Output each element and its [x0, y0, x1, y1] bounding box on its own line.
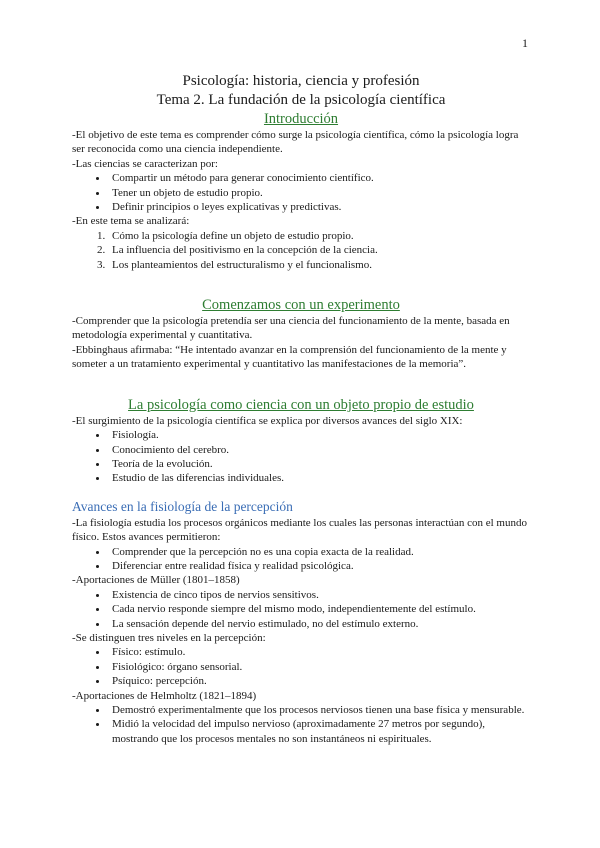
list-item: • Diferenciar entre realidad física y realidad psicológica. [108, 559, 530, 573]
list-item: • Tener un objeto de estudio propio. [108, 186, 530, 200]
paragraph: -En este tema se analizará: [72, 215, 190, 228]
list-item: • Compartir un método para generar conocimiento científico. [108, 171, 530, 185]
list-item: • Conocimiento del cerebro. [108, 443, 530, 457]
bullet-list [72, 428, 530, 486]
bullet-list [72, 545, 530, 574]
document-title: Psicología: historia, ciencia y profesión [182, 73, 420, 89]
list-item: • Psíquico: percepción. [108, 674, 530, 688]
document-body [72, 72, 530, 746]
paragraph: -Aportaciones de Helmholtz (1821–1894) [72, 689, 257, 702]
paragraph: -Comprender que la psicología pretendía ser una ciencia del funcionamiento de la mente, basada en metodología experimental y cuantitativa. [72, 315, 510, 342]
paragraph: -Las ciencias se caracterizan por: [72, 157, 218, 170]
list-item: 1. Cómo la psicología define un objeto de estudio propio. [108, 229, 530, 243]
list-item: • Existencia de cinco tipos de nervios sensitivos. [108, 588, 530, 602]
list-item: • Físico: estímulo. [108, 645, 530, 659]
section-heading-science: La psicología como ciencia con un objeto propio de estudio [128, 396, 474, 413]
list-item: • Comprender que la percepción no es una copia exacta de la realidad. [108, 545, 530, 559]
paragraph: -Se distinguen tres niveles en la percepción: [72, 631, 266, 644]
document-subtitle: Tema 2. La fundación de la psicología científica [156, 92, 446, 108]
paragraph: -El surgimiento de la psicología científica se explica por diversos avances del siglo XIX: [72, 414, 463, 427]
list-item: • La sensación depende del nervio estimulado, no del estímulo externo. [108, 617, 530, 631]
section-heading-experiment: Comenzamos con un experimento [202, 297, 400, 314]
list-item: • Definir principios o leyes explicativas y predictivas. [108, 200, 530, 214]
list-item: • Estudio de las diferencias individuales. [108, 471, 530, 485]
page-number: 1 [522, 36, 528, 50]
list-item: 3. Los planteamientos del estructuralismo y el funcionalismo. [108, 258, 530, 272]
list-item: • Midió la velocidad del impulso nervioso (aproximadamente 27 metros por segundo), mostrando que los procesos mentales no son instantáneos ni espirituales. [108, 717, 530, 746]
section-heading-intro: Introducción [263, 111, 339, 127]
paragraph: -El objetivo de este tema es comprender cómo surge la psicología científica, cómo la psicología logra ser reconocida como una ciencia independiente. [72, 129, 519, 156]
spacer [72, 272, 530, 296]
list-item: • Demostró experimentalmente que los procesos nerviosos tienen una base física y mensurable. [108, 703, 530, 717]
list-item: • Fisiológico: órgano sensorial. [108, 660, 530, 674]
paragraph: -La fisiología estudia los procesos orgánicos mediante los cuales las personas interactúan con el mundo físico. Estos avances permitieron: [72, 516, 527, 544]
subsection-heading-perception: Avances en la fisiología de la percepción [72, 498, 293, 514]
bullet-list [72, 588, 530, 631]
list-item: • Fisiología. [108, 428, 530, 442]
list-item: 2. La influencia del positivismo en la concepción de la ciencia. [108, 243, 530, 257]
bullet-list [72, 703, 530, 746]
paragraph: -Ebbinghaus afirmaba: “He intentado avanzar en la comprensión del funcionamiento de la mente y someter a un tratamiento experimental y cuantitativo las manifestaciones de la memoria”. [72, 343, 507, 371]
spacer [72, 372, 530, 396]
numbered-list [72, 229, 530, 272]
spacer [72, 486, 530, 498]
paragraph: -Aportaciones de Müller (1801–1858) [72, 574, 240, 587]
list-item: • Cada nervio responde siempre del mismo modo, independientemente del estímulo. [108, 602, 530, 616]
list-item: • Teoría de la evolución. [108, 457, 530, 471]
bullet-list [72, 171, 530, 214]
bullet-list [72, 645, 530, 688]
